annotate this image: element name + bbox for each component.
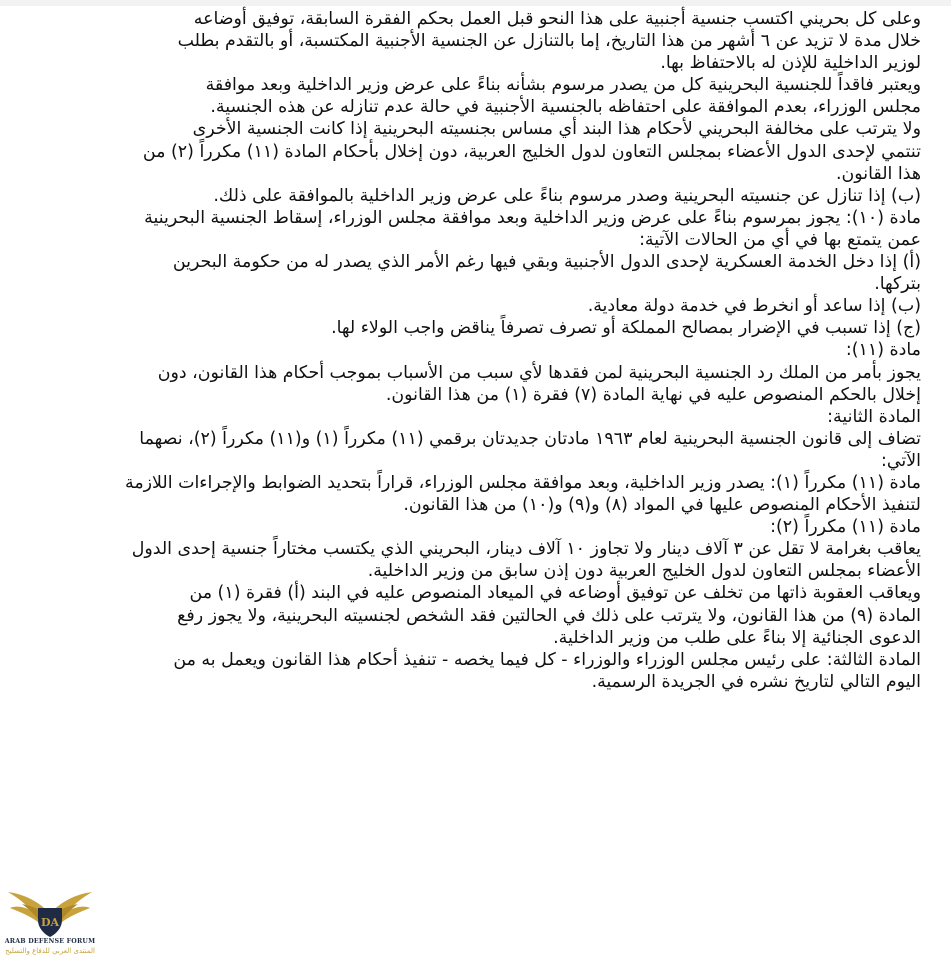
text-line: لوزير الداخلية للإذن له بالاحتفاظ بها. — [660, 53, 921, 74]
text-line: المادة الثالثة: على رئيس مجلس الوزراء والوزراء - كل فيما يخصه - تنفيذ أحكام هذا القانون ويعمل به من — [173, 649, 921, 670]
text-line: وعلى كل بحريني اكتسب جنسية أجنبية على هذا النحو قبل العمل بحكم الفقرة السابقة، توفيق أوضاعه — [193, 9, 921, 29]
watermark-name-en: ARAB DEFENSE FORUM — [4, 938, 96, 945]
text-line: مادة (١١) مكرراً (٢): — [770, 517, 921, 538]
top-border — [0, 0, 951, 6]
emblem-text: DA — [40, 916, 60, 929]
text-line: هذا القانون. — [835, 163, 921, 184]
eagle-wings-icon — [4, 884, 96, 940]
text-line: الدعوى الجنائية إلا بناءً على طلب من وزير الداخلية. — [553, 627, 921, 648]
document-body — [24, 8, 921, 693]
text-line: إخلال بالحكم المنصوص عليه في نهاية المادة (٧) فقرة (١) من هذا القانون. — [385, 384, 921, 405]
text-line: ويعاقب العقوبة ذاتها من تخلف عن توفيق أوضاعه في الميعاد المنصوص عليه في البند (أ) فقرة (١) من — [189, 583, 921, 604]
arab-defense-forum-watermark — [4, 884, 96, 958]
text-line: لتنفيذ الأحكام المنصوص عليها في المواد (٨) و(٩) و(١٠) من هذا القانون. — [403, 495, 921, 516]
text-line: (ج) إذا تسبب في الإضرار بمصالح المملكة أو تصرف تصرفاً يناقض واجب الولاء لها. — [331, 318, 921, 339]
text-line: الآتي: — [881, 450, 921, 471]
text-line: تضاف إلى قانون الجنسية البحرينية لعام ١٩٦٣ مادتان جديدتان برقمي (١١) مكرراً (١) و(١١) مكرراً (٢)، نصهما — [139, 428, 921, 449]
text-line: (أ) إذا دخل الخدمة العسكرية لإحدى الدول الأجنبية وبقي فيها رغم الأمر الذي يصدر له من حكومة البحرين — [172, 252, 921, 273]
text-line: يجوز بأمر من الملك رد الجنسية البحرينية لمن فقدها لأي سبب من الأسباب بموجب أحكام هذا القانون، دون — [157, 362, 921, 383]
text-line: عمن يتمتع بها في أي من الحالات الآتية: — [639, 229, 921, 250]
text-line: (ب) إذا تنازل عن جنسيته البحرينية وصدر مرسوم بناءً على عرض وزير الداخلية بالموافقة على ذلك. — [213, 185, 921, 206]
text-line: مادة (١١): — [845, 340, 921, 361]
text-line: المادة الثانية: — [827, 406, 921, 427]
text-line: بتركها. — [874, 274, 921, 295]
watermark-name-ar: المنتدى العربي للدفاع والتسليح — [5, 947, 95, 955]
text-line: المادة (٩) من هذا القانون، ولا يترتب على ذلك في الحالتين فقد الشخص لجنسيته البحرينية، ولا يجوز رفع — [177, 605, 921, 626]
text-line: ويعتبر فاقداً للجنسية البحرينية كل من يصدر مرسوم بشأنه بناءً على عرض وزير الداخلية وبعد موافقة — [205, 75, 921, 96]
text-line: مجلس الوزراء، بعدم الموافقة على احتفاظه بالجنسية الأجنبية في حالة عدم تنازله عن هذه الجنسية. — [210, 97, 921, 118]
text-line: ولا يترتب على مخالفة البحريني لأحكام هذا البند أي مساس بجنسيته البحرينية إذا كانت الجنسية الأخرى — [192, 119, 921, 140]
text-line: تنتمي لإحدى الدول الأعضاء بمجلس التعاون لدول الخليج العربية، دون إخلال بأحكام المادة (١١) مكرراً (٢) من — [142, 141, 921, 162]
text-line: (ب) إذا ساعد أو انخرط في خدمة دولة معادية. — [587, 296, 921, 317]
text-line: مادة (١١) مكرراً (١): يصدر وزير الداخلية، وبعد موافقة مجلس الوزراء، قراراً بتحديد الضوابط والإجراءات اللازمة — [125, 472, 921, 493]
text-line: مادة (١٠): يجوز بمرسوم بناءً على عرض وزير الداخلية وبعد موافقة مجلس الوزراء، إسقاط الجنسية البحرينية — [144, 207, 921, 228]
text-line: الأعضاء بمجلس التعاون لدول الخليج العربية دون إذن سابق من وزير الداخلية. — [367, 561, 921, 582]
text-line: اليوم التالي لتاريخ نشره في الجريدة الرسمية. — [591, 671, 921, 692]
text-line: يعاقب بغرامة لا تقل عن ٣ آلاف دينار ولا تجاوز ١٠ آلاف دينار، البحريني الذي يكتسب مختاراً جنسية إحدى الدول — [131, 539, 921, 560]
text-line: خلال مدة لا تزيد عن ٦ أشهر من هذا التاريخ، إما بالتنازل عن الجنسية الأجنبية المكتسبة، أو بالتقدم بطلب — [177, 31, 921, 52]
